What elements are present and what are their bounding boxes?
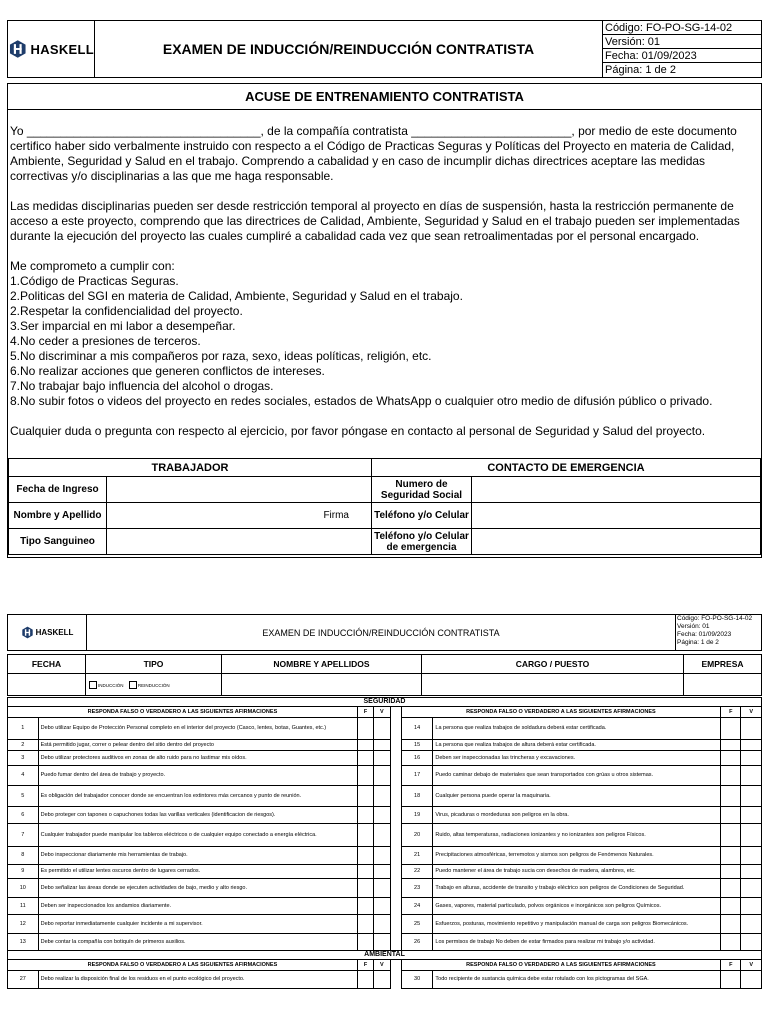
header-fecha: FECHA [8,655,86,674]
question-number: 14 [401,718,433,740]
meta-version: Versión: 01 [603,35,761,49]
question-text: Cualquier persona puede operar la maquinaria. [433,786,721,807]
f-header: F [357,960,373,971]
question-number: 8 [8,847,39,865]
answer-f-cell[interactable] [721,934,741,951]
telefono-emergencia-field[interactable] [472,529,761,555]
question-number: 7 [8,824,39,847]
registration-table [8,458,761,555]
answer-v-cell[interactable] [374,766,390,786]
answer-v-cell[interactable] [374,971,390,989]
answer-v-cell[interactable] [741,766,762,786]
question-text: Debo utilizar protectores auditivos en zonas de alto ruido para no lastimar mis oídos. [38,751,357,766]
emergency-header: CONTACTO DE EMERGENCIA [372,459,761,477]
meta-page: Página: 1 de 2 [605,64,676,76]
question-number: 9 [8,865,39,879]
tipo-sanguineo-field[interactable] [107,529,372,555]
question-text: Debe contar la compañía con botiquín de primeros auxilios. [38,934,357,951]
induccion-label: INDUCCIÓN [98,682,124,688]
question-row [8,915,762,934]
question-row [8,786,762,807]
question-text: Trabajo en alturas, accidente de transito y trabajo eléctrico son peligros de Condiciones de Seguridad. [433,879,721,898]
meta-date: Fecha: 01/09/2023 [677,631,732,638]
question-number: 10 [8,879,39,898]
empresa-field[interactable] [684,674,762,696]
contact-note: Cualquier duda o pregunta con respecto al ejercicio, por favor póngase en contacto al personal de Seguridad y Salud del proyecto. [10,424,706,438]
v-header: V [741,960,762,971]
answer-v-cell[interactable] [741,879,762,898]
logo-text: HASKELL [35,628,74,637]
answer-f-cell[interactable] [721,879,741,898]
question-number: 25 [401,915,433,934]
commitment-item: 4.No ceder a presiones de terceros. [10,334,201,348]
answer-f-cell[interactable] [357,847,373,865]
nombre-field[interactable] [107,503,372,529]
commitment-item: 2.Respetar la confidencialidad del proyecto. [10,304,243,318]
question-text: Debo utilizar Equipo de Protección Personal completo en el interior del proyecto (Casco, lentes, botas, Guantes, etc.) [38,718,357,740]
commitment-item: 1.Código de Practicas Seguras. [10,274,179,288]
answer-v-cell[interactable] [741,740,762,751]
answer-f-cell[interactable] [721,786,741,807]
answer-f-cell[interactable] [357,915,373,934]
answer-f-cell[interactable] [357,766,373,786]
header-nombre: NOMBRE Y APELLIDOS [222,655,422,674]
answer-f-cell[interactable] [357,740,373,751]
label-seguridad-social: Numero de Seguridad Social [372,477,472,503]
question-row [8,898,762,915]
meta-code: Código: FO-PO-SG-14-02 [677,615,753,622]
question-row [8,740,762,751]
answer-v-cell[interactable] [374,824,390,847]
answer-f-cell[interactable] [721,847,741,865]
answer-f-cell[interactable] [357,824,373,847]
answer-f-cell[interactable] [357,751,373,766]
question-row [8,865,762,879]
section-header: AMBIENTAL [8,951,762,960]
answer-f-cell[interactable] [357,879,373,898]
question-number: 24 [401,898,433,915]
question-row [8,766,762,786]
logo-text: HASKELL [30,41,94,57]
answer-v-cell[interactable] [741,807,762,824]
answer-f-cell[interactable] [721,718,741,740]
question-text: Deben ser inspeccionadas las trincheras y excavaciones. [433,751,721,766]
question-text: Puedo mantener el área de trabajo sucia con desechos de madera, alambres, etc. [433,865,721,879]
question-text: La persona que realiza trabajos de altura deberá estar certificada. [433,740,721,751]
question-number: 4 [8,766,39,786]
answer-f-cell[interactable] [357,898,373,915]
paragraph-2: Las medidas disciplinarias pueden ser desde restricción temporal al proyecto en días de suspensión, hasta la restricción permanente de acceso a este proyecto, comprendo que las directrices de Calidad, Ambiente, Seguridad y Salud en el trabajo pueden ser implementadas durante la ejecución del proyecto las cuales cumpliré a cabalidad cada vez que sean retroalimentadas por el personal encargado. [10,199,740,243]
page-title: EXAMEN DE INDUCCIÓN/REINDUCCIÓN CONTRATISTA [262,627,500,638]
question-text: Debo reportar inmediatamente cualquier incidente a mi supervisor. [38,915,357,934]
v-header: V [374,960,390,971]
answer-v-cell[interactable] [741,865,762,879]
quiz-table [7,697,762,989]
commitment-item: 7.No trabajar bajo influencia del alcohol o drogas. [10,379,274,393]
answer-f-cell[interactable] [721,824,741,847]
answer-f-cell[interactable] [721,751,741,766]
question-row [8,879,762,898]
answer-f-cell[interactable] [721,740,741,751]
commitment-item: 6.No realizar acciones que generen conflictos de intereses. [10,364,325,378]
question-number: 1 [8,718,39,740]
section-header: SEGURIDAD [8,698,762,707]
haskell-logo [8,615,87,650]
question-number: 23 [401,879,433,898]
page1-header [7,20,762,78]
answer-v-cell[interactable] [741,915,762,934]
question-header: RESPONDA FALSO O VERDADERO A LAS SIGUIENTES AFIRMACIONES [8,707,358,718]
question-row [8,718,762,740]
answer-v-cell[interactable] [374,865,390,879]
question-text: Los permisos de trabajo No deben de estar firmados para realizar mi trabajo y/o actividad. [433,934,721,951]
question-text: Debo señalizar las áreas donde se ejecuten actividades de bajo, medio y alto riesgo. [38,879,357,898]
answer-f-cell[interactable] [357,807,373,824]
question-number: 6 [8,807,39,824]
answer-v-cell[interactable] [741,898,762,915]
question-text: Debo proteger con tapones o capuchones todas las varillas verticales (identificacion de riesgos). [38,807,357,824]
question-number: 16 [401,751,433,766]
question-text: Todo recipiente de sustancia química debe estar rotulado con los pictogramas del SGA. [433,971,721,989]
question-text: Debo inspeccionar diariamente mis herramientas de trabajo. [38,847,357,865]
v-header: V [741,707,762,718]
commitment-item: 8.No subir fotos o videos del proyecto en redes sociales, estados de WhatsApp o cualquier otro medio de difusión público o privado. [10,394,713,408]
question-number: 12 [8,915,39,934]
question-header: RESPONDA FALSO O VERDADERO A LAS SIGUIENTES AFIRMACIONES [8,960,358,971]
answer-f-cell[interactable] [721,898,741,915]
v-header: V [374,707,390,718]
seguridad-social-field[interactable] [472,477,761,503]
label-nombre: Nombre y Apellido [9,503,107,529]
answer-f-cell[interactable] [721,971,741,989]
f-header: F [357,707,373,718]
label-telefono: Teléfono y/o Celular [372,503,472,529]
question-text: Puedo caminar debajo de materiales que sean transportados con grúas u otros sistemas. [433,766,721,786]
question-number: 22 [401,865,433,879]
question-number: 2 [8,740,39,751]
label-fecha-ingreso: Fecha de Ingreso [9,477,107,503]
firma-label: Firma [323,510,349,521]
meta-page: Página: 1 de 2 [677,639,719,646]
question-text: Es obligación del trabajador conocer donde se encuentran los extintores más cercanos y punto de reunión. [38,786,357,807]
ack-title: ACUSE DE ENTRENAMIENTO CONTRATISTA [8,84,761,110]
commit-intro: Me comprometo a cumplir con: [10,259,175,273]
fecha-field[interactable] [8,674,86,696]
label-tipo-sanguineo: Tipo Sanguineo [9,529,107,555]
question-row [8,751,762,766]
answer-f-cell[interactable] [357,934,373,951]
exam-info-table [7,654,762,696]
question-header: RESPONDA FALSO O VERDADERO A LAS SIGUIENTES AFIRMACIONES [401,707,720,718]
question-number: 19 [401,807,433,824]
answer-f-cell[interactable] [721,915,741,934]
haskell-emblem-icon [8,39,28,59]
answer-v-cell[interactable] [374,915,390,934]
commitment-item: 3.Ser imparcial en mi labor a desempeñar. [10,319,236,333]
question-number: 13 [8,934,39,951]
reinduccion-checkbox[interactable] [129,681,137,689]
question-text: La persona que realiza trabajos de soldadura deberá estar certificada. [433,718,721,740]
question-row [8,807,762,824]
answer-v-cell[interactable] [374,879,390,898]
tipo-field [86,674,222,696]
answer-v-cell[interactable] [374,740,390,751]
page2-header [7,614,762,651]
question-text: Precipitaciones atmosféricas, terremotos y sismos son peligros de Fenómenos Naturales. [433,847,721,865]
question-text: Está permitido jugar, correr o pelear dentro del sitio dentro del proyecto [38,740,357,751]
cargo-field[interactable] [422,674,684,696]
question-text: Ruido, altas temperaturas, radiaciones ionizantes y no ionizantes son peligros Físicos. [433,824,721,847]
answer-f-cell[interactable] [721,865,741,879]
question-number: 26 [401,934,433,951]
header-cargo: CARGO / PUESTO [422,655,684,674]
answer-v-cell[interactable] [374,898,390,915]
question-number: 21 [401,847,433,865]
question-number: 3 [8,751,39,766]
answer-v-cell[interactable] [741,971,762,989]
meta-date: Fecha: 01/09/2023 [603,49,761,63]
nombre-apellidos-field[interactable] [222,674,422,696]
question-number: 15 [401,740,433,751]
answer-v-cell[interactable] [374,751,390,766]
question-text: Virus, picaduras o mordeduras son peligros en la obra. [433,807,721,824]
question-text: Es permitido el utilizar lentes oscuros dentro de lugares cerrados. [38,865,357,879]
answer-f-cell[interactable] [357,786,373,807]
question-text: Gases, vapores, material particulado, polvos orgánicos e inorgánicos son peligros Químicos. [433,898,721,915]
paragraph-1: Yo ___________________________________, de la compañía contratista ________________________, por medio de este documento certifico haber sido verbalmente instruido con respecto a el Código de Practicas Seguras y Políticas del Proyecto en materia de Calidad, Ambiente, Seguridad y Salud en el trabajo. Comprendo a cabalidad y en caso de incumplir dichas directrices aceptare las medidas correctivas y/o disciplinarias a las que me haga responsable. [10,124,737,183]
meta-code: Código: FO-PO-SG-14-02 [603,21,761,35]
page-title: EXAMEN DE INDUCCIÓN/REINDUCCIÓN CONTRATISTA [162,41,535,57]
question-text: Debo realizar la disposición final de los residuos en el punto ecológico del proyecto. [38,971,357,989]
document-meta [602,21,761,77]
question-text: Puedo fumar dentro del área de trabajo y proyecto. [38,766,357,786]
answer-v-cell[interactable] [374,786,390,807]
answer-v-cell[interactable] [374,934,390,951]
question-row [8,847,762,865]
meta-version: Versión: 01 [677,623,710,630]
question-header: RESPONDA FALSO O VERDADERO A LAS SIGUIENTES AFIRMACIONES [401,960,720,971]
question-number: 18 [401,786,433,807]
question-number: 20 [401,824,433,847]
answer-v-cell[interactable] [374,718,390,740]
document-meta [675,615,761,650]
question-number: 30 [401,971,433,989]
ack-body [10,124,755,439]
answer-v-cell[interactable] [741,751,762,766]
question-number: 11 [8,898,39,915]
f-header: F [721,960,741,971]
question-text: Cualquier trabajador puede manipular los tableros eléctricos o de cualquier equipo conectado a energía eléctrica. [38,824,357,847]
commitment-item: 2.Politicas del SGI en materia de Calidad, Ambiente, Seguridad y Salud en el trabajo. [10,289,463,303]
f-header: F [721,707,741,718]
reinduccion-label: REINDUCCIÓN [137,682,170,688]
induccion-checkbox[interactable] [89,681,97,689]
worker-header: TRABAJADOR [9,459,372,477]
answer-f-cell[interactable] [357,865,373,879]
question-row [8,971,762,989]
commitment-item: 5.No discriminar a mis compañeros por raza, sexo, ideas políticas, religión, etc. [10,349,432,363]
haskell-emblem-icon [21,626,34,639]
answer-v-cell[interactable] [374,807,390,824]
fecha-ingreso-field[interactable] [107,477,372,503]
question-row [8,824,762,847]
answer-v-cell[interactable] [374,847,390,865]
answer-v-cell[interactable] [741,847,762,865]
telefono-field[interactable] [472,503,761,529]
answer-f-cell[interactable] [721,766,741,786]
question-number: 27 [8,971,39,989]
question-number: 5 [8,786,39,807]
question-text: Esfuerzos, posturas, movimiento repetitivo y manipulación manual de carga son peligros Biomecánicos. [433,915,721,934]
answer-v-cell[interactable] [741,786,762,807]
acknowledgement-box [7,83,762,558]
answer-v-cell[interactable] [741,934,762,951]
answer-f-cell[interactable] [357,718,373,740]
question-text: Deben ser inspeccionados los andamios diariamente. [38,898,357,915]
answer-v-cell[interactable] [741,718,762,740]
haskell-logo [8,21,95,77]
label-telefono-emergencia: Teléfono y/o Celular de emergencia [372,529,472,555]
question-number: 17 [401,766,433,786]
answer-f-cell[interactable] [721,807,741,824]
header-tipo: TIPO [86,655,222,674]
answer-v-cell[interactable] [741,824,762,847]
question-row [8,934,762,951]
answer-f-cell[interactable] [357,971,373,989]
header-empresa: EMPRESA [684,655,762,674]
